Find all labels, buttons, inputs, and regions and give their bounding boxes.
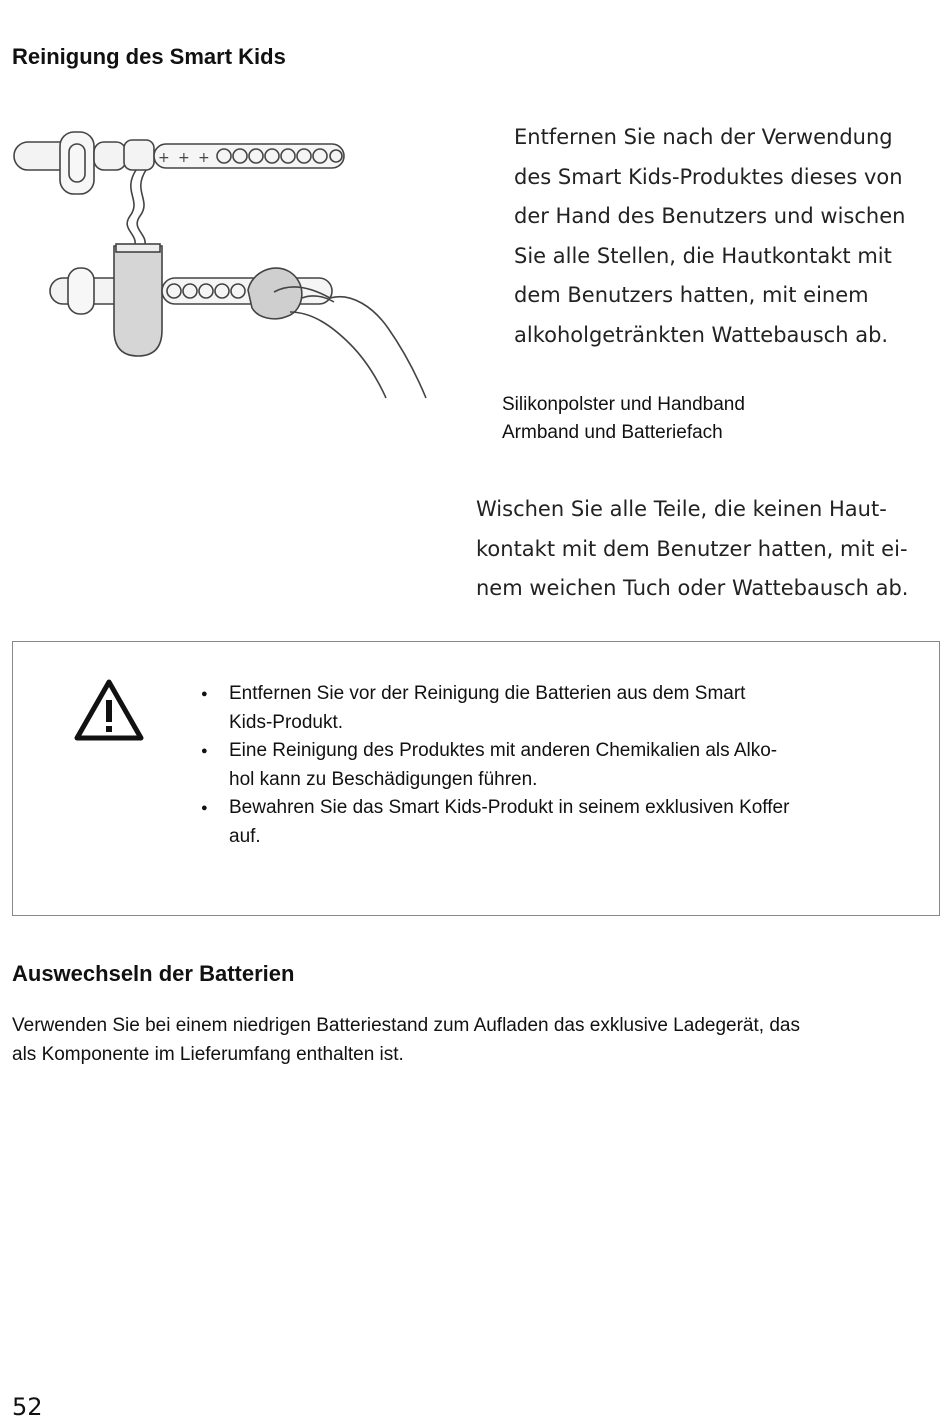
list-item: ● Entfernen Sie vor der Reinigung die Batterien aus dem Smart Kids-Produkt. — [200, 680, 880, 737]
device-cleaning-illustration — [12, 112, 457, 402]
section-title-batteries: Auswechseln der Batterien — [12, 961, 295, 986]
wipe-instructions: Wischen Sie alle Teile, die keinen Haut- kontakt mit dem Benutzer hatten, mit ei- nem weichen Tuch oder Wattebausch ab. — [476, 497, 909, 601]
warning-triangle-icon — [73, 678, 145, 742]
illustration-labels — [502, 391, 745, 447]
battery-instructions: Verwenden Sie bei einem niedrigen Batteriestand zum Aufladen das exklusive Ladegerät, das als Komponente im Lieferumfang enthalten ist. — [12, 1015, 800, 1065]
warning-box — [12, 641, 940, 916]
cleaning-instructions: Entfernen Sie nach der Verwendung des Smart Kids-Produktes dieses von der Hand des Benutzers und wischen Sie alle Stellen, die Hautkontakt mit dem Benutzers hatten, mit einem alkoholgetränkten Wattebausch ab. — [514, 125, 906, 347]
list-item: ● Eine Reinigung des Produktes mit anderen Chemikalien als Alko- hol kann zu Beschädigungen führen. — [200, 737, 880, 794]
svg-text:+: + — [158, 150, 170, 166]
list-item: ● Bewahren Sie das Smart Kids-Produkt in seinem exklusiven Koffer auf. — [200, 794, 880, 851]
label-wristband: Armband und Batteriefach — [502, 422, 723, 443]
page-number: 52 — [12, 1393, 43, 1421]
section-title: Reinigung des Smart Kids — [12, 44, 286, 69]
label-silicone-pad: Silikonpolster und Handband — [502, 394, 745, 415]
warning-list — [200, 680, 880, 851]
svg-text:+: + — [198, 150, 210, 166]
svg-text:+: + — [178, 150, 190, 166]
